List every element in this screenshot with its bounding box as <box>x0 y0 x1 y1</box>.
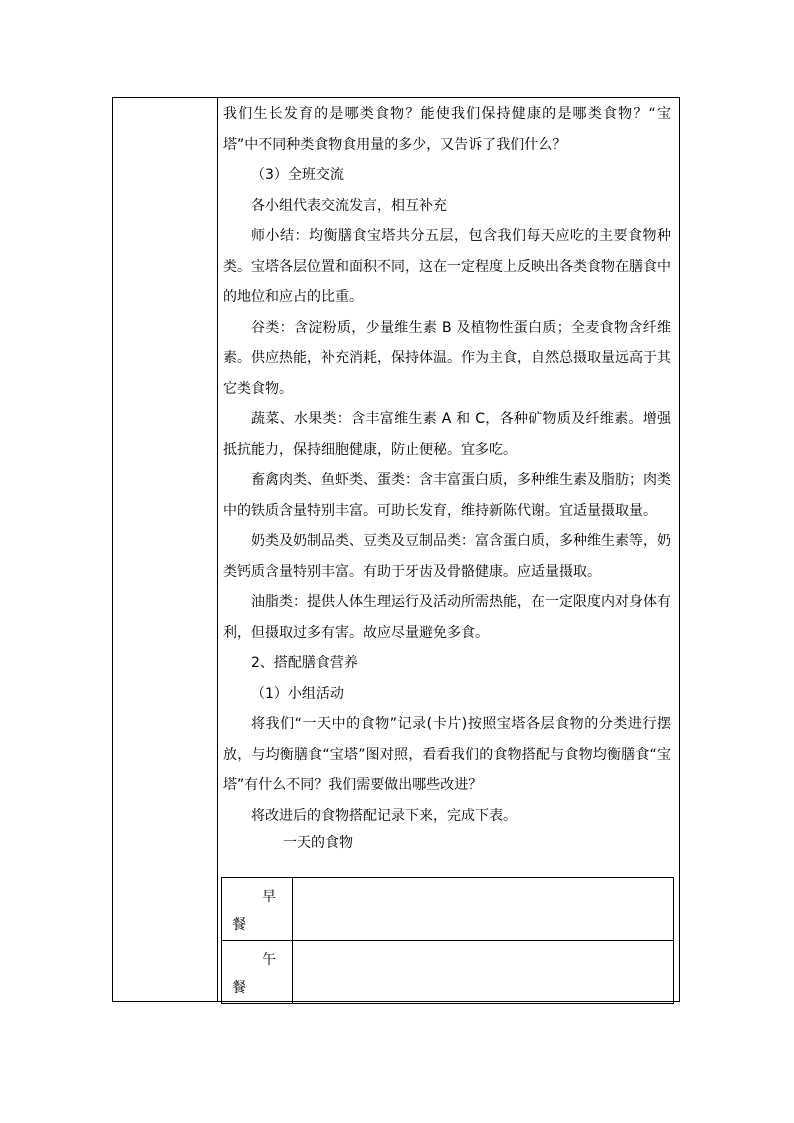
paragraph-grains: 谷类：含淀粉质，少量维生素 B 及植物性蛋白质；全麦食物含纤维素。供应热能，补充消耗，保持体温。作为主食，自然总摄取量远高于其它类食物。 <box>223 319 671 397</box>
paragraph-vegetables-fruits: 蔬菜、水果类：含丰富维生素 A 和 C，各种矿物质及纤维素。增强抵抗能力，保持细胞健康，防止便秘。宜多吃。 <box>223 411 671 458</box>
meal-table-title: 一天的食物 <box>283 835 353 851</box>
meal-label-char: 餐 <box>232 917 246 933</box>
meal-label-char: 餐 <box>232 980 246 996</box>
paragraph-class-exchange: （3）全班交流 <box>251 167 344 183</box>
paragraph-complete-table: 将改进后的食物搭配记录下来，完成下表。 <box>251 807 517 824</box>
meal-label-char: 午 <box>262 952 276 968</box>
paragraph-teacher-summary: 师小结：均衡膳食宝塔共分五层，包含我们每天应吃的主要食物种类。宝塔各层位置和面积不同，这在一定程度上反映出各类食物在膳食中的地位和应占的比重。 <box>223 228 671 305</box>
table-row <box>222 878 674 941</box>
paragraph-dairy-beans: 奶类及奶制品类、豆类及豆制品类：富含蛋白质，多种维生素等，奶类钙质含量特别丰富。有助于牙齿及骨骼健康。应适量摄取。 <box>223 533 671 580</box>
section-heading-group-activity: （1）小组活动 <box>251 685 344 702</box>
table-row <box>222 941 674 1004</box>
left-column <box>113 98 218 1001</box>
paragraph-group-report: 各小组代表交流发言，相互补充 <box>251 197 447 214</box>
section-heading-nutrition: 2、搭配膳食营养 <box>251 655 358 671</box>
lunch-entry-cell[interactable] <box>293 941 674 1004</box>
lesson-content <box>219 98 679 1001</box>
paragraph-question: 我们生长发育的是哪类食物？能使我们保持健康的是哪类食物？“宝塔”中不同种类食物食用量的多少，又告诉了我们什么？ <box>223 106 671 153</box>
paragraph-meat-fish-eggs: 畜禽肉类、鱼虾类、蛋类：含丰富蛋白质，多种维生素及脂肪；肉类中的铁质含量特别丰富。可助长发育，维持新陈代谢。宜适量摄取量。 <box>223 472 671 519</box>
meal-table <box>221 877 674 1004</box>
paragraph-oils: 油脂类：提供人体生理运行及活动所需热能，在一定限度内对身体有利，但摄取过多有害。故应尽量避免多食。 <box>223 594 671 641</box>
paragraph-activity-instructions: 将我们“一天中的食物”记录(卡片)按照宝塔各层食物的分类进行摆放，与均衡膳食“宝塔”图对照，看看我们的食物搭配与食物均衡膳食“宝塔”有什么不同？我们需要做出哪些改进？ <box>223 716 671 793</box>
breakfast-entry-cell[interactable] <box>293 878 674 941</box>
meal-label-lunch <box>222 941 293 1004</box>
lesson-table <box>112 97 680 1002</box>
meal-label-breakfast <box>222 878 293 941</box>
meal-label-char: 早 <box>262 889 276 905</box>
